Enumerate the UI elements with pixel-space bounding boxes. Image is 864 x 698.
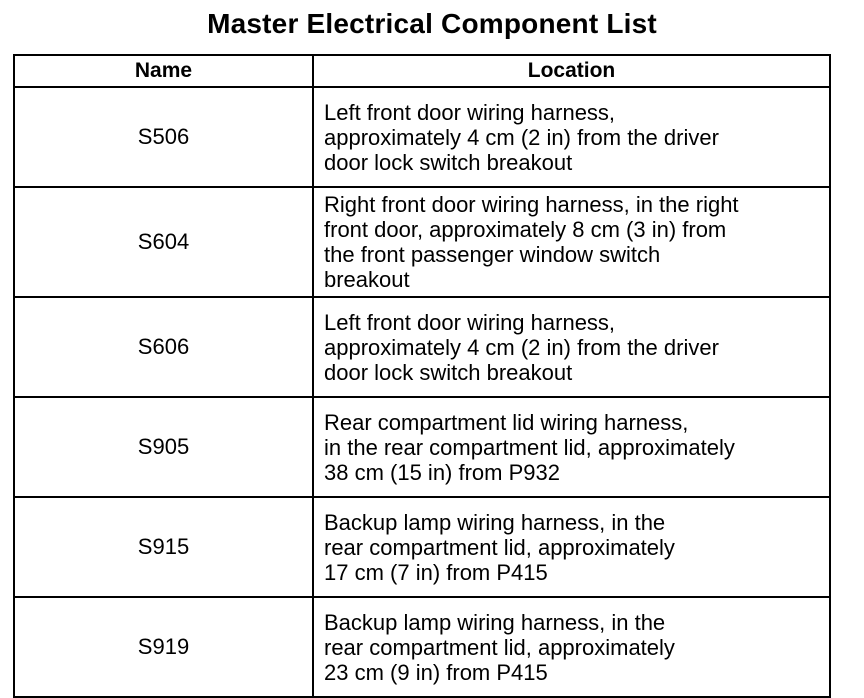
table-row bbox=[14, 597, 830, 697]
component-location-cell: Backup lamp wiring harness, in the rear compartment lid, approximately 23 cm (9 in) from P415 bbox=[313, 597, 830, 697]
table-row bbox=[14, 187, 830, 297]
table-row bbox=[14, 87, 830, 187]
page-title: Master Electrical Component List bbox=[207, 8, 657, 39]
component-location-cell: Rear compartment lid wiring harness, in the rear compartment lid, approximately 38 cm (15 in) from P932 bbox=[313, 397, 830, 497]
component-name-cell: S506 bbox=[14, 87, 313, 187]
table-row bbox=[14, 397, 830, 497]
column-header-location: Location bbox=[313, 55, 830, 87]
component-location-cell: Left front door wiring harness, approximately 4 cm (2 in) from the driver door lock switch breakout bbox=[313, 87, 830, 187]
component-name-cell: S915 bbox=[14, 497, 313, 597]
component-table bbox=[13, 54, 831, 698]
component-location-cell: Left front door wiring harness, approximately 4 cm (2 in) from the driver door lock switch breakout bbox=[313, 297, 830, 397]
component-location-cell: Right front door wiring harness, in the right front door, approximately 8 cm (3 in) from the front passenger window switch breakout bbox=[313, 187, 830, 297]
component-name-cell: S905 bbox=[14, 397, 313, 497]
component-name-cell: S919 bbox=[14, 597, 313, 697]
component-name-cell: S604 bbox=[14, 187, 313, 297]
table-row bbox=[14, 497, 830, 597]
component-location-cell: Backup lamp wiring harness, in the rear compartment lid, approximately 17 cm (7 in) from P415 bbox=[313, 497, 830, 597]
column-header-name: Name bbox=[14, 55, 313, 87]
component-name-cell: S606 bbox=[14, 297, 313, 397]
table-row bbox=[14, 297, 830, 397]
table-header-row bbox=[14, 55, 830, 87]
